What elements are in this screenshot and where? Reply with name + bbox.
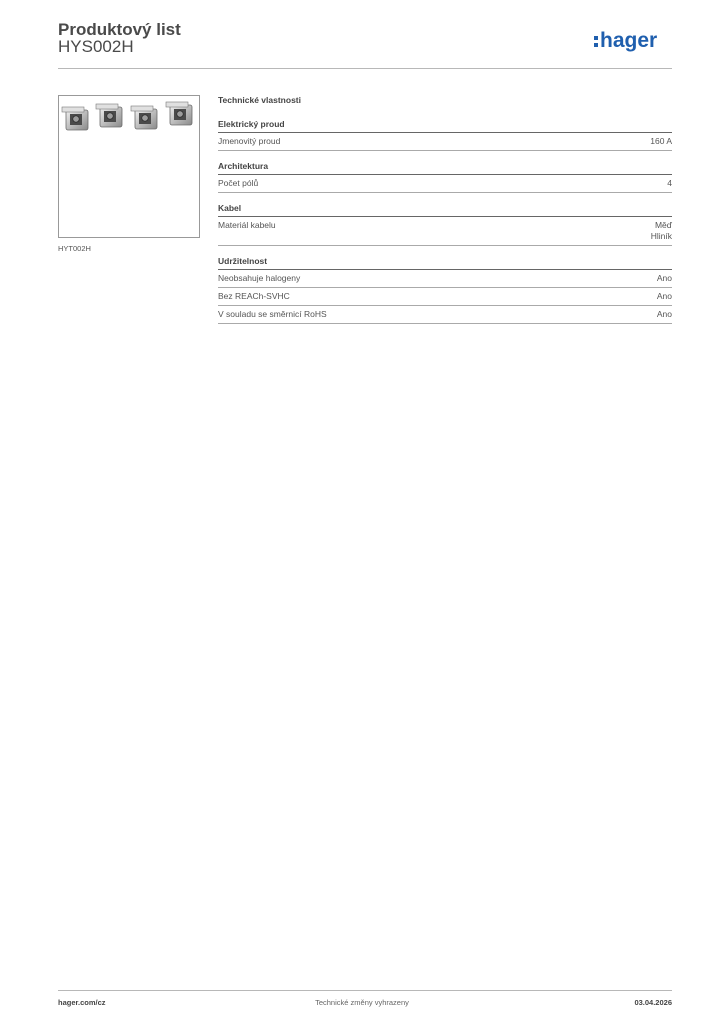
specs-heading: Technické vlastnosti [218,95,301,105]
spec-label: Bez REACh-SVHC [218,291,290,301]
spec-section-sustainability [218,256,672,324]
page-title: Produktový list [58,20,181,39]
spec-row [218,175,672,193]
spec-label: Jmenovitý proud [218,136,281,146]
clamp-2 [96,104,122,127]
spec-section-architecture [218,161,672,193]
clamp-3 [131,106,157,129]
logo-text: hager [600,29,658,52]
spec-label: Materiál kabelu [218,220,276,230]
section-title: Architektura [218,161,672,175]
footer-date: 03.04.2026 [634,998,672,1007]
spec-section-cable [218,203,672,246]
spec-value: Měď Hliník [650,220,672,241]
spec-label: Počet pólů [218,178,259,188]
footer-website-link[interactable]: hager.com/cz [58,998,106,1007]
section-title: Elektrický proud [218,119,672,133]
terminal-clamps-icon [59,96,199,237]
image-caption: HYT002H [58,244,91,253]
clamp-4 [166,102,192,125]
spec-section-electric-current [218,119,672,151]
spec-row [218,133,672,151]
spec-row [218,288,672,306]
spec-value: Ano [656,273,672,283]
spec-label: Neobsahuje halogeny [218,273,301,283]
technical-specs [218,95,672,334]
spec-row [218,217,672,246]
footer-divider [58,990,672,991]
spec-row [218,306,672,324]
spec-label: V souladu se směrnicí RoHS [218,309,327,319]
section-title: Udržitelnost [218,256,672,270]
clamp-1 [62,107,88,130]
spec-value: 160 A [650,136,672,146]
spec-value: Ano [656,309,672,319]
hager-logo [594,26,672,56]
section-title: Kabel [218,203,672,217]
product-image [58,95,200,238]
header-divider [58,68,672,69]
footer-notice: Technické změny vyhrazeny [315,998,409,1007]
product-code: HYS002H [58,37,134,56]
spec-row [218,270,672,288]
spec-value: 4 [667,178,672,188]
spec-value: Ano [656,291,672,301]
